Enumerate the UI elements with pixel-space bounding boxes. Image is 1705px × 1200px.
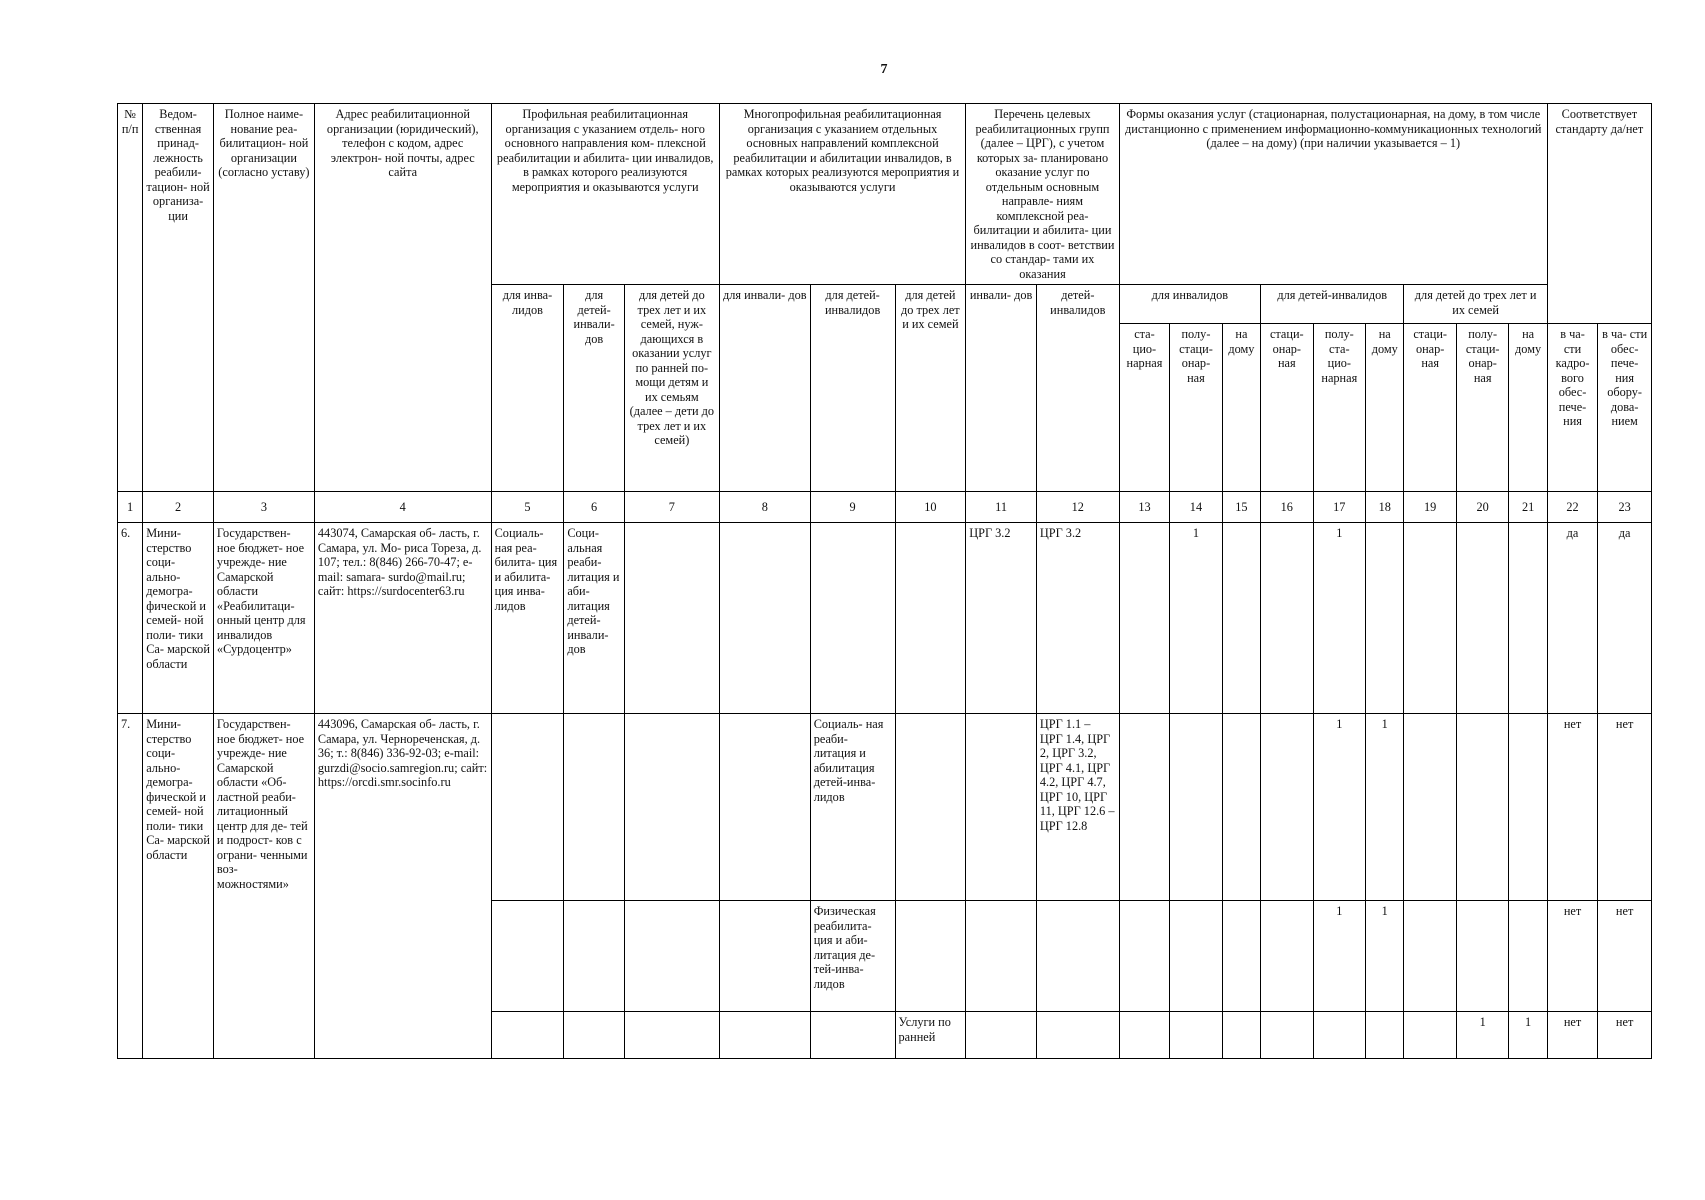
row-c5 [491,1012,564,1059]
row-c18 [1366,523,1404,714]
row-c8 [719,1012,810,1059]
hdr-address: Адрес реабилитационной организации (юридический), телефон с кодом, адрес электрон- ной почты, адрес сайта [314,104,491,492]
hdr-s22: в ча- сти кадро- вого обес- пече- ния [1547,324,1597,492]
row-c5: Социаль- ная реа- билита- ция и абилита- ция инва- лидов [491,523,564,714]
column-numbers-row [118,492,1652,523]
row-c6 [564,901,625,1012]
row-c8 [719,901,810,1012]
row-c23: нет [1598,714,1652,901]
col-num: 23 [1598,492,1652,523]
row-c5 [491,714,564,901]
col-num: 3 [213,492,314,523]
col-num: 1 [118,492,143,523]
hdr-s13: ста- цио- нарная [1119,324,1169,492]
row-c19 [1404,523,1457,714]
hdr-forms-invalids: для инвалидов [1119,285,1260,324]
row-c21 [1509,714,1547,901]
row-address: 443074, Самарская об- ласть, г. Самара, ул. Мо- риса Тореза, д. 107; тел.: 8(846) 266-70-47; e-mail: samara- surdo@mail.ru; сайт: https://surdocenter63.ru [314,523,491,714]
row-c8 [719,523,810,714]
row-c20: 1 [1456,1012,1509,1059]
row-c10: Услуги по ранней [895,1012,966,1059]
row-c21: 1 [1509,1012,1547,1059]
row-c17: 1 [1313,523,1366,714]
col-num: 18 [1366,492,1404,523]
col-num: 19 [1404,492,1457,523]
row-c6 [564,714,625,901]
hdr-sub11: инвали- дов [966,285,1037,492]
row-number: 7. [118,714,143,1059]
row-c17: 1 [1313,714,1366,901]
row-c11 [966,901,1037,1012]
table-row [118,714,1652,901]
hdr-sub9: для детей- инвалидов [810,285,895,492]
hdr-s21: на дому [1509,324,1547,492]
row-c22: нет [1547,714,1597,901]
col-num: 11 [966,492,1037,523]
row-c7 [624,523,719,714]
row-c10 [895,523,966,714]
row-c6 [564,1012,625,1059]
col-num: 7 [624,492,719,523]
col-num: 5 [491,492,564,523]
row-c12: ЦРГ 1.1 – ЦРГ 1.4, ЦРГ 2, ЦРГ 3.2, ЦРГ 4.1, ЦРГ 4.2, ЦРГ 4.7, ЦРГ 10, ЦРГ 11, ЦРГ 12.6 – ЦРГ 12.8 [1036,714,1119,901]
row-c7 [624,714,719,901]
row-c16 [1261,714,1314,901]
row-department: Мини- стерство соци- ально- демогра- фической и семей- ной поли- тики Са- марской области [143,523,214,714]
hdr-s17: полу- ста- цио- нарная [1313,324,1366,492]
hdr-s19: стаци- онар- ная [1404,324,1457,492]
row-c19 [1404,714,1457,901]
hdr-s23: в ча- сти обес- пече- ния обору- дова- нием [1598,324,1652,492]
row-c6: Соци- альная реаби- литация и аби- литация детей- инвали- дов [564,523,625,714]
row-c18: 1 [1366,714,1404,901]
row-c7 [624,901,719,1012]
row-c22: нет [1547,1012,1597,1059]
hdr-name: Полное наиме- нование реа- билитацион- ной организации (согласно уставу) [213,104,314,492]
row-c13 [1119,901,1169,1012]
col-num: 13 [1119,492,1169,523]
hdr-sub10: для детей до трех лет и их семей [895,285,966,492]
row-c16 [1261,901,1314,1012]
row-c9: Физическая реабилита- ция и аби- литация де- тей-инва- лидов [810,901,895,1012]
row-c11: ЦРГ 3.2 [966,523,1037,714]
hdr-dept: Ведом- ственная принад- лежность реабили- тацион- ной организа- ции [143,104,214,492]
row-c18 [1366,1012,1404,1059]
col-num: 20 [1456,492,1509,523]
row-c21 [1509,901,1547,1012]
col-num: 12 [1036,492,1119,523]
row-c20 [1456,901,1509,1012]
row-address: 443096, Самарская об- ласть, г. Самара, ул. Чернореченская, д. 36; т.: 8(846) 336-92-03; e-mail: gurzdi@socio.samregion.ru; сайт: https://orcdi.smr.socinfo.ru [314,714,491,1059]
row-c22: нет [1547,901,1597,1012]
col-num: 4 [314,492,491,523]
row-c23: да [1598,523,1652,714]
row-c13 [1119,1012,1169,1059]
col-num: 8 [719,492,810,523]
row-c13 [1119,523,1169,714]
row-c14 [1170,1012,1223,1059]
page-number: 7 [880,62,888,77]
row-c20 [1456,523,1509,714]
col-num: 9 [810,492,895,523]
row-c10 [895,714,966,901]
row-department: Мини- стерство соци- ально- демогра- фической и семей- ной поли- тики Са- марской области [143,714,214,1059]
row-c12 [1036,901,1119,1012]
row-c11 [966,1012,1037,1059]
row-org-name: Государствен- ное бюджет- ное учрежде- ние Самарской области «Реабилитаци- онный центр для инвалидов «Сурдоцентр» [213,523,314,714]
row-c19 [1404,901,1457,1012]
row-c23: нет [1598,901,1652,1012]
row-c14 [1170,901,1223,1012]
col-num: 22 [1547,492,1597,523]
hdr-profile-org: Профильная реабилитационная организация с указанием отдель- ного основного направления ком- плексной реабилитации и абилита- ции инвалидов, в рамках которого реализуются мероприятия и оказываются услуги [491,104,719,285]
row-c14: 1 [1170,523,1223,714]
hdr-sub8: для инвали- дов [719,285,810,492]
row-c9 [810,1012,895,1059]
row-c13 [1119,714,1169,901]
hdr-s16: стаци- онар- ная [1261,324,1314,492]
row-c15 [1222,901,1260,1012]
table-row [118,523,1652,714]
col-num: 6 [564,492,625,523]
hdr-s18: на дому [1366,324,1404,492]
row-c12: ЦРГ 3.2 [1036,523,1119,714]
row-number: 6. [118,523,143,714]
row-c16 [1261,523,1314,714]
hdr-s15: на дому [1222,324,1260,492]
hdr-crg: Перечень целевых реабилитационных групп (далее – ЦРГ), с учетом которых за- планировано оказание услуг по отдельным основным направле- ниям комплексной реа- билитации и абилита- ции инвалидов в соот- ветствии со стандар- тами их оказания [966,104,1120,285]
registry-table [117,103,1652,1059]
col-num: 17 [1313,492,1366,523]
row-c8 [719,714,810,901]
row-c14 [1170,714,1223,901]
col-num: 15 [1222,492,1260,523]
col-num: 14 [1170,492,1223,523]
hdr-multi-org: Многопрофильная реабилитационная организация с указанием отдельных основных направлений комплексной реабилитации и абилитации инвалидов, в рамках которых реализуются мероприятия и оказываются услуги [719,104,965,285]
row-c15 [1222,1012,1260,1059]
col-num: 21 [1509,492,1547,523]
row-c16 [1261,1012,1314,1059]
hdr-forms: Формы оказания услуг (стационарная, полустационарная, на дому, в том числе дистанционно с применением информационно-коммуникационных технологий (далее – на дому) (при наличии указывается – 1) [1119,104,1547,285]
row-c9 [810,523,895,714]
row-c15 [1222,714,1260,901]
row-org-name: Государствен- ное бюджет- ное учрежде- ние Самарской области «Об- ластной реаби- литационный центр для де- тей и подрост- ков с ограни- ченными воз- можностями» [213,714,314,1059]
hdr-sub7: для детей до трех лет и их семей, нуж- дающихся в оказании услуг по ранней по- мощи детям и их семьям (далее – дети до трех лет и их семей) [624,285,719,492]
hdr-s14: полу- стаци- онар- ная [1170,324,1223,492]
row-c10 [895,901,966,1012]
header-row-1 [118,104,1652,285]
row-c18: 1 [1366,901,1404,1012]
hdr-standard: Соответствует стандарту да/нет [1547,104,1651,324]
col-num: 10 [895,492,966,523]
row-c17 [1313,1012,1366,1059]
row-c7 [624,1012,719,1059]
hdr-sub12: детей- инвалидов [1036,285,1119,492]
row-c12 [1036,1012,1119,1059]
hdr-forms-under-three: для детей до трех лет и их семей [1404,285,1547,324]
row-c20 [1456,714,1509,901]
row-c11 [966,714,1037,901]
row-c15 [1222,523,1260,714]
row-c17: 1 [1313,901,1366,1012]
row-c5 [491,901,564,1012]
hdr-sub5: для инва- лидов [491,285,564,492]
hdr-s20: полу- стаци- онар- ная [1456,324,1509,492]
col-num: 2 [143,492,214,523]
hdr-forms-children: для детей-инвалидов [1261,285,1404,324]
hdr-sub6: для детей- инвали- дов [564,285,625,492]
row-c21 [1509,523,1547,714]
row-c19 [1404,1012,1457,1059]
col-num: 16 [1261,492,1314,523]
row-c9: Социаль- ная реаби- литация и абилитация детей-инва- лидов [810,714,895,901]
row-c23: нет [1598,1012,1652,1059]
hdr-num: № п/п [118,104,143,492]
row-c22: да [1547,523,1597,714]
